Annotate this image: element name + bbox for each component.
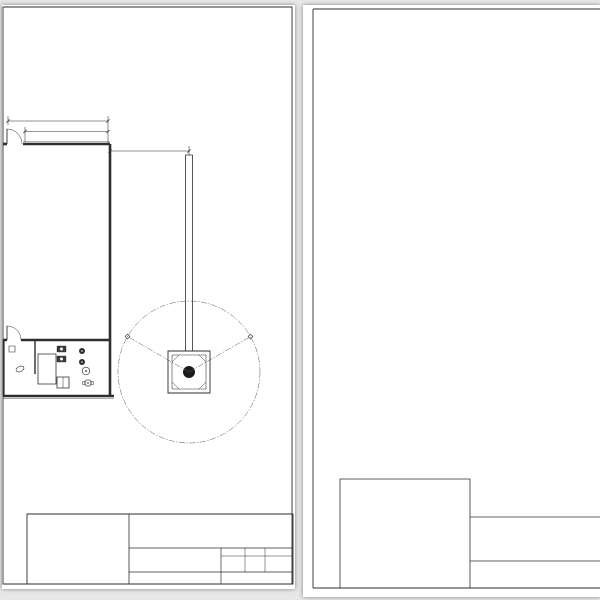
wall-fixture: [9, 346, 15, 352]
sheet-frame: [3, 7, 292, 584]
expansion-tank-k6: [82, 367, 90, 375]
dimension-ticks: [6, 119, 190, 152]
storage-tank-k4: [38, 354, 56, 384]
dirt-filter-k7: [83, 380, 94, 386]
door-swing-arc: [7, 326, 21, 340]
circulation-pumps-k2: [79, 348, 85, 365]
floor-drain: [15, 365, 25, 373]
title-block: [27, 514, 293, 584]
specification-sheet: [303, 5, 600, 597]
door-swing-arc: [7, 129, 22, 144]
sheet-plan: [2, 5, 295, 589]
feed-pumps-k3: [57, 346, 66, 362]
sheet-frame: [313, 9, 600, 588]
pump-room-equipment: [9, 346, 93, 388]
dimension-lines: [6, 116, 190, 155]
plan-drawing: [2, 5, 295, 589]
sheet-specification: [303, 5, 600, 597]
flue-collector: [186, 155, 193, 371]
title-block: [340, 479, 600, 588]
